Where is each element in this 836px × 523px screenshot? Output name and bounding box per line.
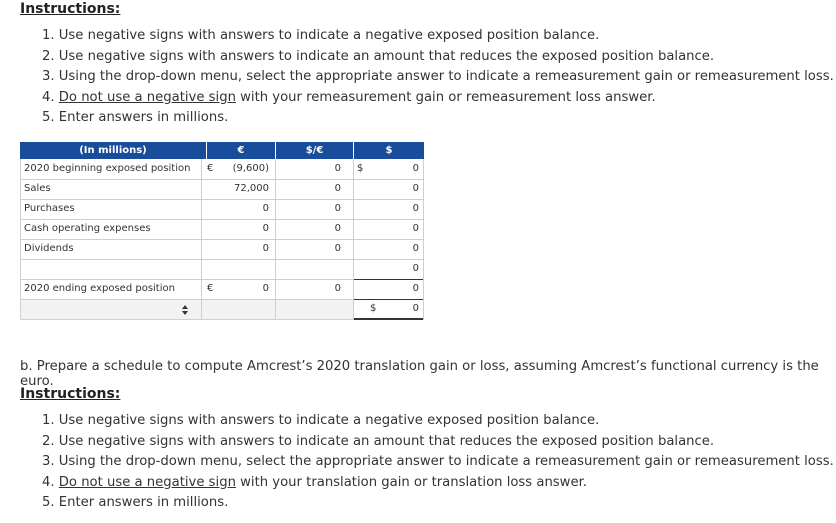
usd-value: 0: [412, 203, 419, 214]
usd-result: 0: [412, 303, 419, 314]
instruction-item: 4. Do not use a negative sign with your remeasurement gain or remeasurement loss answer.: [42, 89, 656, 105]
euro-input[interactable]: (9,600): [232, 163, 269, 174]
row-label: 2020 beginning exposed position: [24, 163, 191, 174]
table-row: [20, 239, 424, 259]
header-usd: $: [354, 142, 424, 159]
instruction-item: 4. Do not use a negative sign with your translation gain or translation loss answer.: [42, 474, 587, 490]
row-label: Sales: [24, 183, 51, 194]
usd-value: 0: [412, 243, 419, 254]
header-in-millions: (In millions): [20, 142, 206, 159]
dropdown-arrows-icon: [181, 304, 189, 316]
rate-input[interactable]: 0: [334, 223, 341, 234]
instruction-item: 5. Enter answers in millions.: [42, 495, 229, 510]
instruction-item: 1. Use negative signs with answers to indicate a negative exposed position balance.: [42, 28, 600, 43]
euro-input[interactable]: 0: [262, 223, 269, 234]
table-row: [20, 299, 424, 319]
table-row: [20, 179, 424, 199]
euro-input[interactable]: 0: [262, 243, 269, 254]
row-label: Cash operating expenses: [24, 223, 151, 234]
instruction-item: 1. Use negative signs with answers to indicate a negative exposed position balance.: [42, 413, 600, 428]
euro-sign: €: [207, 283, 214, 294]
euro-input[interactable]: 0: [262, 203, 269, 214]
euro-total: 0: [262, 283, 269, 294]
instructions-list: [42, 26, 834, 129]
gain-loss-dropdown[interactable]: [21, 300, 201, 319]
usd-value: 0: [412, 183, 419, 194]
euro-sign: €: [207, 163, 214, 174]
row-label: Purchases: [24, 203, 75, 214]
usd-sign: $: [357, 163, 364, 174]
exposed-position-schedule: [20, 142, 424, 320]
row-label-input[interactable]: [24, 259, 199, 279]
table-row: [20, 199, 424, 219]
table-row: [20, 259, 424, 279]
euro-input[interactable]: [216, 259, 275, 279]
rate-input[interactable]: [276, 259, 353, 279]
rate-input[interactable]: 0: [334, 183, 341, 194]
blank-cell: [276, 300, 353, 319]
table-row: [20, 279, 424, 299]
dropdown-value: [25, 300, 175, 319]
blank-cell: [202, 300, 275, 319]
instructions-heading: Instructions:: [20, 386, 121, 402]
header-euro: €: [207, 142, 275, 159]
euro-input[interactable]: 72,000: [234, 183, 269, 194]
row-label: 2020 ending exposed position: [24, 283, 175, 294]
instruction-item: 2. Use negative signs with answers to indicate an amount that reduces the exposed position balance.: [42, 48, 715, 64]
usd-value: 0: [412, 163, 419, 174]
rate-input[interactable]: 0: [334, 203, 341, 214]
instruction-item: 2. Use negative signs with answers to indicate an amount that reduces the exposed position balance.: [42, 433, 715, 449]
row-label: Dividends: [24, 243, 74, 254]
rate-input[interactable]: 0: [334, 163, 341, 174]
rate-input[interactable]: 0: [334, 283, 341, 294]
table-row: [20, 159, 424, 179]
instructions-heading: Instructions:: [20, 1, 121, 17]
usd-value: 0: [412, 223, 419, 234]
instructions-list: [42, 411, 834, 514]
instruction-item: 3. Using the drop-down menu, select the appropriate answer to indicate a remeasurement gain or remeasurement loss.: [42, 454, 834, 469]
usd-sign: $: [370, 303, 377, 314]
instruction-item: 3. Using the drop-down menu, select the appropriate answer to indicate a remeasurement gain or remeasurement loss.: [42, 69, 834, 84]
rate-input[interactable]: 0: [334, 243, 341, 254]
table-row: [20, 219, 424, 239]
instruction-item: 5. Enter answers in millions.: [42, 110, 229, 125]
usd-value: 0: [412, 263, 419, 274]
part-b-prompt: b. Prepare a schedule to compute Amcrest’s 2020 translation gain or loss, assuming Amcrest’s functional currency is the euro.: [20, 359, 819, 389]
header-rate: $/€: [276, 142, 353, 159]
usd-value: 0: [412, 283, 419, 294]
